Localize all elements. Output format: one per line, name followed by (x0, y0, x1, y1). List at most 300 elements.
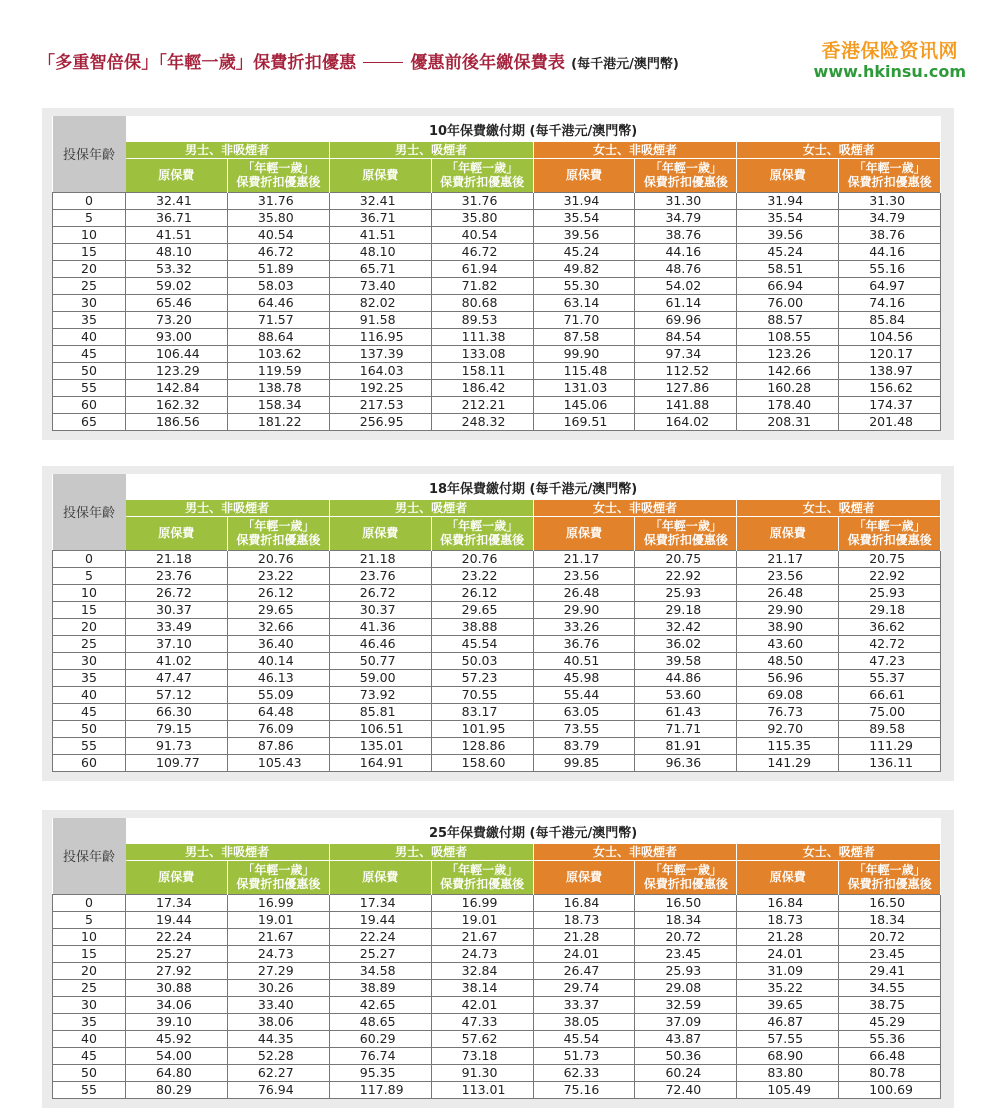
premium-cell: 174.37 (839, 396, 941, 413)
premium-cell: 217.53 (329, 396, 431, 413)
discount-header-line2: 保費折扣優惠後 (643, 175, 728, 189)
premium-cell: 57.23 (431, 669, 533, 686)
age-cell: 50 (53, 1064, 126, 1081)
premium-cell: 46.72 (431, 243, 533, 260)
premium-cell: 100.69 (839, 1081, 941, 1098)
brand-url[interactable]: www.hkinsu.com (813, 62, 966, 81)
premium-cell: 25.27 (126, 945, 228, 962)
premium-cell: 59.00 (329, 669, 431, 686)
age-cell: 45 (53, 703, 126, 720)
premium-cell: 75.00 (839, 703, 941, 720)
premium-cell: 18.73 (533, 911, 635, 928)
premium-cell: 32.84 (431, 962, 533, 979)
premium-cell: 39.58 (635, 652, 737, 669)
premium-cell: 181.22 (227, 413, 329, 430)
age-cell: 35 (53, 1013, 126, 1030)
premium-cell: 21.67 (227, 928, 329, 945)
premium-cell: 38.05 (533, 1013, 635, 1030)
premium-cell: 71.70 (533, 311, 635, 328)
premium-cell: 26.48 (533, 584, 635, 601)
premium-cell: 23.22 (431, 567, 533, 584)
premium-cell: 36.40 (227, 635, 329, 652)
table-row (53, 209, 941, 226)
premium-cell: 141.29 (737, 754, 839, 771)
premium-cell: 30.88 (126, 979, 228, 996)
premium-cell: 22.24 (329, 928, 431, 945)
discount-premium-header (635, 860, 737, 894)
premium-cell: 43.60 (737, 635, 839, 652)
premium-cell: 40.14 (227, 652, 329, 669)
premium-cell: 65.71 (329, 260, 431, 277)
premium-cell: 26.12 (227, 584, 329, 601)
premium-cell: 43.87 (635, 1030, 737, 1047)
premium-cell: 88.57 (737, 311, 839, 328)
premium-cell: 38.14 (431, 979, 533, 996)
premium-cell: 21.17 (737, 550, 839, 567)
age-cell: 10 (53, 584, 126, 601)
premium-cell: 138.97 (839, 362, 941, 379)
discount-header-line1: 「年輕一歲」 (649, 161, 722, 175)
premium-cell: 158.11 (431, 362, 533, 379)
age-cell: 30 (53, 652, 126, 669)
premium-cell: 35.54 (533, 209, 635, 226)
table-caption: 25年保費繳付期 (每千港元/澳門幣) (126, 818, 941, 844)
discount-premium-header (839, 158, 941, 192)
discount-header-line1: 「年輕一歲」 (853, 161, 926, 175)
table-row (53, 192, 941, 209)
title-main-right: 優惠前後年繳保費表 (410, 53, 566, 73)
original-premium-header: 原保費 (737, 158, 839, 192)
premium-cell: 30.26 (227, 979, 329, 996)
age-cell: 20 (53, 260, 126, 277)
premium-cell: 72.40 (635, 1081, 737, 1098)
premium-cell: 115.48 (533, 362, 635, 379)
premium-cell: 26.72 (329, 584, 431, 601)
premium-cell: 22.92 (839, 567, 941, 584)
table-panel-10yr (42, 108, 954, 440)
premium-cell: 76.73 (737, 703, 839, 720)
premium-cell: 23.56 (737, 567, 839, 584)
premium-cell: 55.36 (839, 1030, 941, 1047)
premium-cell: 73.20 (126, 311, 228, 328)
premium-cell: 38.90 (737, 618, 839, 635)
table-row (53, 720, 941, 737)
table-row (53, 1081, 941, 1098)
table-row (53, 226, 941, 243)
premium-cell: 20.76 (431, 550, 533, 567)
premium-cell: 105.49 (737, 1081, 839, 1098)
premium-cell: 31.94 (533, 192, 635, 209)
premium-cell: 164.03 (329, 362, 431, 379)
premium-cell: 47.33 (431, 1013, 533, 1030)
table-row (53, 362, 941, 379)
premium-cell: 119.59 (227, 362, 329, 379)
premium-cell: 93.00 (126, 328, 228, 345)
premium-cell: 66.48 (839, 1047, 941, 1064)
age-cell: 20 (53, 962, 126, 979)
premium-cell: 55.44 (533, 686, 635, 703)
premium-cell: 105.43 (227, 754, 329, 771)
age-column-header: 投保年齡 (53, 116, 126, 192)
discount-header-line1: 「年輕一歲」 (242, 161, 315, 175)
age-cell: 0 (53, 894, 126, 911)
premium-cell: 22.92 (635, 567, 737, 584)
age-cell: 15 (53, 601, 126, 618)
premium-cell: 131.03 (533, 379, 635, 396)
brand-logo (814, 40, 966, 82)
premium-cell: 33.49 (126, 618, 228, 635)
premium-cell: 19.01 (227, 911, 329, 928)
table-row (53, 996, 941, 1013)
premium-cell: 18.34 (635, 911, 737, 928)
premium-cell: 29.41 (839, 962, 941, 979)
premium-cell: 45.54 (533, 1030, 635, 1047)
premium-cell: 99.90 (533, 345, 635, 362)
premium-cell: 36.02 (635, 635, 737, 652)
premium-cell: 89.53 (431, 311, 533, 328)
premium-cell: 73.92 (329, 686, 431, 703)
discount-header-line2: 保費折扣優惠後 (440, 175, 525, 189)
age-cell: 15 (53, 243, 126, 260)
premium-cell: 20.75 (635, 550, 737, 567)
premium-cell: 29.90 (533, 601, 635, 618)
premium-cell: 87.86 (227, 737, 329, 754)
premium-cell: 53.60 (635, 686, 737, 703)
premium-cell: 41.02 (126, 652, 228, 669)
premium-cell: 48.50 (737, 652, 839, 669)
premium-cell: 55.16 (839, 260, 941, 277)
premium-cell: 20.72 (635, 928, 737, 945)
premium-cell: 29.65 (431, 601, 533, 618)
premium-cell: 39.10 (126, 1013, 228, 1030)
age-cell: 10 (53, 928, 126, 945)
discount-header-line1: 「年輕一歲」 (446, 863, 519, 877)
premium-cell: 73.40 (329, 277, 431, 294)
discount-header-line1: 「年輕一歲」 (446, 161, 519, 175)
original-premium-header: 原保費 (329, 158, 431, 192)
premium-cell: 27.29 (227, 962, 329, 979)
premium-cell: 57.55 (737, 1030, 839, 1047)
premium-cell: 74.16 (839, 294, 941, 311)
premium-cell: 32.66 (227, 618, 329, 635)
age-cell: 55 (53, 737, 126, 754)
original-premium-header: 原保費 (533, 158, 635, 192)
table-row (53, 1030, 941, 1047)
premium-cell: 96.36 (635, 754, 737, 771)
premium-cell: 50.36 (635, 1047, 737, 1064)
premium-cell: 123.29 (126, 362, 228, 379)
premium-cell: 158.60 (431, 754, 533, 771)
group-header: 男士、吸煙者 (329, 142, 533, 158)
group-header: 男士、吸煙者 (329, 500, 533, 516)
premium-cell: 29.65 (227, 601, 329, 618)
premium-cell: 44.35 (227, 1030, 329, 1047)
premium-cell: 63.14 (533, 294, 635, 311)
premium-cell: 87.58 (533, 328, 635, 345)
age-cell: 40 (53, 686, 126, 703)
premium-cell: 49.82 (533, 260, 635, 277)
premium-cell: 85.81 (329, 703, 431, 720)
premium-cell: 85.84 (839, 311, 941, 328)
page-title (38, 48, 679, 74)
premium-cell: 23.56 (533, 567, 635, 584)
premium-cell: 99.85 (533, 754, 635, 771)
age-cell: 65 (53, 413, 126, 430)
premium-cell: 71.82 (431, 277, 533, 294)
premium-cell: 92.70 (737, 720, 839, 737)
age-cell: 60 (53, 396, 126, 413)
age-cell: 40 (53, 328, 126, 345)
premium-cell: 91.58 (329, 311, 431, 328)
premium-cell: 44.16 (635, 243, 737, 260)
table-row (53, 567, 941, 584)
discount-premium-header (227, 516, 329, 550)
premium-cell: 45.92 (126, 1030, 228, 1047)
premium-cell: 23.22 (227, 567, 329, 584)
premium-cell: 66.30 (126, 703, 228, 720)
premium-cell: 37.09 (635, 1013, 737, 1030)
premium-cell: 133.08 (431, 345, 533, 362)
premium-cell: 36.71 (329, 209, 431, 226)
premium-cell: 64.46 (227, 294, 329, 311)
premium-cell: 23.45 (839, 945, 941, 962)
premium-table-25yr (52, 818, 941, 1099)
premium-cell: 45.24 (737, 243, 839, 260)
premium-cell: 30.37 (329, 601, 431, 618)
premium-cell: 34.06 (126, 996, 228, 1013)
premium-cell: 123.26 (737, 345, 839, 362)
premium-cell: 71.57 (227, 311, 329, 328)
premium-cell: 45.98 (533, 669, 635, 686)
premium-cell: 38.75 (839, 996, 941, 1013)
table-row (53, 686, 941, 703)
premium-cell: 40.54 (227, 226, 329, 243)
group-header: 女士、吸煙者 (737, 142, 941, 158)
age-cell: 20 (53, 618, 126, 635)
premium-cell: 37.10 (126, 635, 228, 652)
discount-premium-header (839, 516, 941, 550)
discount-header-line2: 保費折扣優惠後 (643, 533, 728, 547)
premium-cell: 145.06 (533, 396, 635, 413)
premium-cell: 58.03 (227, 277, 329, 294)
discount-header-line1: 「年輕一歲」 (649, 519, 722, 533)
premium-cell: 108.55 (737, 328, 839, 345)
premium-cell: 31.30 (839, 192, 941, 209)
premium-cell: 141.88 (635, 396, 737, 413)
table-row (53, 894, 941, 911)
group-header: 女士、非吸煙者 (533, 844, 737, 860)
group-header: 女士、吸煙者 (737, 844, 941, 860)
premium-cell: 69.08 (737, 686, 839, 703)
premium-cell: 111.29 (839, 737, 941, 754)
premium-cell: 18.34 (839, 911, 941, 928)
premium-cell: 61.94 (431, 260, 533, 277)
table-row (53, 928, 941, 945)
age-cell: 45 (53, 345, 126, 362)
premium-cell: 138.78 (227, 379, 329, 396)
premium-cell: 62.27 (227, 1064, 329, 1081)
premium-cell: 158.34 (227, 396, 329, 413)
premium-cell: 21.18 (126, 550, 228, 567)
table-row (53, 345, 941, 362)
table-row (53, 584, 941, 601)
premium-cell: 51.73 (533, 1047, 635, 1064)
premium-cell: 34.79 (635, 209, 737, 226)
premium-cell: 16.84 (737, 894, 839, 911)
table-row (53, 601, 941, 618)
premium-cell: 91.30 (431, 1064, 533, 1081)
premium-cell: 31.76 (227, 192, 329, 209)
premium-cell: 106.51 (329, 720, 431, 737)
premium-cell: 48.65 (329, 1013, 431, 1030)
premium-cell: 46.87 (737, 1013, 839, 1030)
premium-cell: 186.56 (126, 413, 228, 430)
premium-cell: 65.46 (126, 294, 228, 311)
premium-cell: 16.50 (839, 894, 941, 911)
premium-cell: 16.99 (431, 894, 533, 911)
premium-cell: 64.48 (227, 703, 329, 720)
group-header: 男士、非吸煙者 (126, 500, 330, 516)
discount-premium-header (227, 158, 329, 192)
premium-cell: 38.76 (839, 226, 941, 243)
premium-cell: 38.89 (329, 979, 431, 996)
table-row (53, 294, 941, 311)
premium-cell: 39.56 (533, 226, 635, 243)
premium-cell: 30.37 (126, 601, 228, 618)
premium-cell: 248.32 (431, 413, 533, 430)
premium-cell: 164.91 (329, 754, 431, 771)
premium-cell: 164.02 (635, 413, 737, 430)
premium-cell: 104.56 (839, 328, 941, 345)
premium-cell: 81.91 (635, 737, 737, 754)
premium-cell: 27.92 (126, 962, 228, 979)
table-row (53, 550, 941, 567)
premium-table-10yr (52, 116, 941, 431)
original-premium-header: 原保費 (737, 516, 839, 550)
premium-cell: 36.76 (533, 635, 635, 652)
premium-cell: 55.30 (533, 277, 635, 294)
premium-cell: 26.72 (126, 584, 228, 601)
premium-cell: 39.56 (737, 226, 839, 243)
discount-header-line2: 保費折扣優惠後 (847, 877, 932, 891)
premium-cell: 64.97 (839, 277, 941, 294)
premium-cell: 103.62 (227, 345, 329, 362)
premium-cell: 42.65 (329, 996, 431, 1013)
table-row (53, 911, 941, 928)
table-panel-25yr (42, 810, 954, 1108)
discount-header-line1: 「年輕一歲」 (649, 863, 722, 877)
premium-table-18yr (52, 474, 941, 772)
brand-name: 香港保险资讯网 (821, 40, 959, 62)
premium-cell: 76.94 (227, 1081, 329, 1098)
premium-cell: 21.67 (431, 928, 533, 945)
premium-cell: 46.13 (227, 669, 329, 686)
premium-cell: 29.08 (635, 979, 737, 996)
premium-cell: 18.73 (737, 911, 839, 928)
original-premium-header: 原保費 (329, 860, 431, 894)
premium-cell: 95.35 (329, 1064, 431, 1081)
premium-cell: 45.54 (431, 635, 533, 652)
premium-cell: 80.29 (126, 1081, 228, 1098)
premium-cell: 113.01 (431, 1081, 533, 1098)
premium-cell: 29.74 (533, 979, 635, 996)
premium-cell: 45.24 (533, 243, 635, 260)
premium-cell: 76.00 (737, 294, 839, 311)
premium-cell: 137.39 (329, 345, 431, 362)
premium-cell: 59.02 (126, 277, 228, 294)
premium-cell: 25.93 (635, 584, 737, 601)
age-cell: 35 (53, 311, 126, 328)
premium-cell: 46.72 (227, 243, 329, 260)
original-premium-header: 原保費 (737, 860, 839, 894)
age-cell: 45 (53, 1047, 126, 1064)
discount-header-line1: 「年輕一歲」 (242, 863, 315, 877)
table-panel-18yr (42, 466, 954, 781)
table-caption: 18年保費繳付期 (每千港元/澳門幣) (126, 474, 941, 500)
premium-cell: 21.17 (533, 550, 635, 567)
premium-cell: 51.89 (227, 260, 329, 277)
premium-cell: 23.76 (126, 567, 228, 584)
premium-cell: 106.44 (126, 345, 228, 362)
table-row (53, 979, 941, 996)
premium-cell: 82.02 (329, 294, 431, 311)
premium-cell: 16.99 (227, 894, 329, 911)
premium-cell: 39.65 (737, 996, 839, 1013)
premium-cell: 55.37 (839, 669, 941, 686)
premium-cell: 42.01 (431, 996, 533, 1013)
age-column-header: 投保年齡 (53, 818, 126, 894)
premium-cell: 91.73 (126, 737, 228, 754)
premium-cell: 79.15 (126, 720, 228, 737)
premium-cell: 135.01 (329, 737, 431, 754)
premium-cell: 33.40 (227, 996, 329, 1013)
discount-premium-header (431, 516, 533, 550)
discount-header-line2: 保費折扣優惠後 (440, 533, 525, 547)
premium-cell: 31.94 (737, 192, 839, 209)
premium-cell: 21.18 (329, 550, 431, 567)
premium-cell: 111.38 (431, 328, 533, 345)
table-row (53, 396, 941, 413)
premium-cell: 40.54 (431, 226, 533, 243)
group-header: 男士、非吸煙者 (126, 844, 330, 860)
premium-cell: 38.88 (431, 618, 533, 635)
premium-cell: 32.41 (126, 192, 228, 209)
group-header: 男士、非吸煙者 (126, 142, 330, 158)
premium-cell: 26.12 (431, 584, 533, 601)
premium-cell: 80.78 (839, 1064, 941, 1081)
premium-cell: 20.72 (839, 928, 941, 945)
age-cell: 35 (53, 669, 126, 686)
premium-cell: 54.00 (126, 1047, 228, 1064)
table-row (53, 1013, 941, 1030)
age-cell: 25 (53, 635, 126, 652)
original-premium-header: 原保費 (533, 516, 635, 550)
premium-cell: 36.62 (839, 618, 941, 635)
premium-cell: 73.18 (431, 1047, 533, 1064)
discount-premium-header (839, 860, 941, 894)
discount-header-line1: 「年輕一歲」 (242, 519, 315, 533)
premium-cell: 52.28 (227, 1047, 329, 1064)
premium-cell: 29.18 (839, 601, 941, 618)
premium-cell: 38.76 (635, 226, 737, 243)
premium-cell: 35.54 (737, 209, 839, 226)
premium-cell: 71.71 (635, 720, 737, 737)
premium-cell: 160.28 (737, 379, 839, 396)
premium-cell: 127.86 (635, 379, 737, 396)
title-unit: (每千港元/澳門幣) (571, 57, 679, 72)
premium-cell: 156.62 (839, 379, 941, 396)
premium-cell: 21.28 (737, 928, 839, 945)
